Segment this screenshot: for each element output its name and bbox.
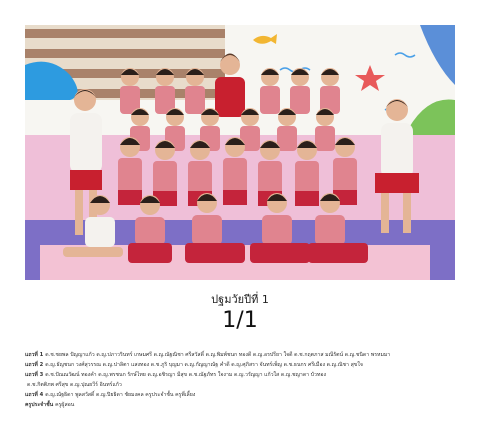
row-names: ด.ช.ปัณณวัฒน์ ทองคำ ด.ญ.พรชนก รักษ์ไทย ด.ญ.อชิรญา มีสุข ด.ช.ณัฐภัทร ใจงาม ด.ญ.วรัญญา แก้วใส ด.ญ.ชญาดา บัวทอง [45, 372, 327, 378]
row-prefix: แถวที่ 2 [25, 362, 44, 368]
row-names: ด.ช.กิตติภพ ศรีสุข ด.ญ.ปุณยวีร์ อินทร์แก้ว [27, 382, 122, 388]
row-prefix: แถวที่ 4 [25, 392, 44, 398]
names-row-2 [25, 360, 455, 370]
row-prefix: แถวที่ 1 [25, 352, 44, 358]
names-row-teachers [25, 400, 455, 410]
names-row-3-continued [25, 380, 455, 390]
names-row-4 [25, 390, 455, 400]
names-row-1 [25, 350, 455, 360]
row-names: ด.ช.ชยพล ปัญญาแก้ว ด.ญ.ปภาวรินทร์ เกษมศรี ด.ญ.ณัฐณิชา ศรีสวัสดิ์ ด.ญ.พิมพ์ชนก ทองดี ด.ญ.อรปรียา ใจดี ด.ช.กฤตภาส มณีรัตน์ ด.ญ.ชนิดา พรหมมา [45, 352, 391, 358]
group-photo-illustration [25, 25, 455, 280]
caption-block [0, 293, 480, 334]
row-names: ครูผู้สอน [55, 402, 75, 408]
row-front-children [63, 193, 368, 263]
grade-level-label: ปฐมวัยปีที่ 1 [211, 293, 269, 306]
row-prefix: แถวที่ 3 [25, 372, 44, 378]
class-group-photo [25, 25, 455, 280]
row-prefix: ครูประจำชั้น [25, 402, 54, 408]
row-names: ด.ญ.ธัญชนก วงศ์สุวรรณ ด.ญ.ปาลิตา แสงทอง ด.ช.ภูริ บุญมา ด.ญ.กัญญาณัฐ คำดี ด.ญ.ศุภิสรา จันทร์เพ็ญ ด.ช.ธนกร ศรีเมือง ด.ญ.ณิชา สุขใจ [45, 362, 363, 368]
names-row-3 [25, 370, 455, 380]
student-names-list [25, 350, 455, 410]
class-name-title: 1/1 [222, 308, 258, 333]
row-names: ด.ญ.ณัฐธิดา พูลสวัสดิ์ ด.ญ.ปิยธิดา ชัยมงคล ครูประจำชั้น ครูพี่เลี้ยง [45, 392, 196, 398]
